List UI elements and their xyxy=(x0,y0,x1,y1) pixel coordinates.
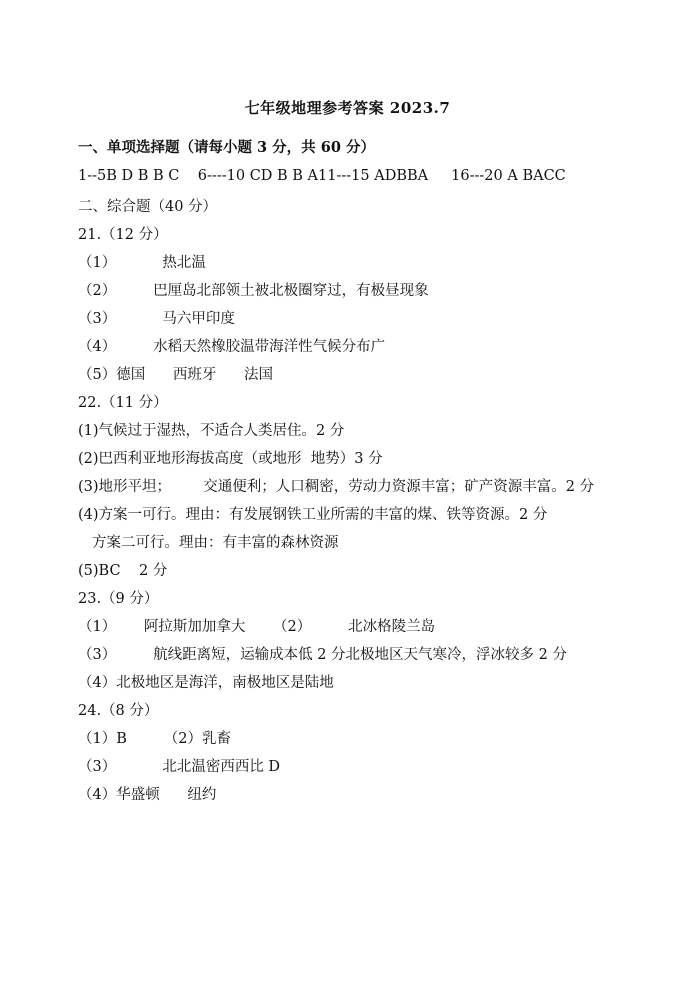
q23-answer-3: （3） 航线距离短，运输成本低 2 分北极地区天气寒冷，浮冰较多 2 分 xyxy=(78,647,567,663)
q21-answer-3: （3） 马六甲印度 xyxy=(78,311,235,327)
q21-answer-4: （4） 水稻天然橡胶温带海洋性气候分布广 xyxy=(78,339,386,355)
q22-answer-5: (5)BC 2 分 xyxy=(78,563,168,579)
q24-answer-4: （4）华盛顿 纽约 xyxy=(78,787,217,803)
q21-answer-5: （5）德国 西班牙 法国 xyxy=(78,367,274,383)
q22-answer-4: (4)方案一可行。理由：有发展钢铁工业所需的丰富的煤、铁等资源。2 分 xyxy=(78,507,548,523)
q24-answer-3: （3） 北北温密西西比 D xyxy=(78,759,281,775)
q22-answer-1: (1)气候过于湿热，不适合人类居住。2 分 xyxy=(78,423,345,439)
page-title: 七年级地理参考答案 2023.7 xyxy=(244,99,451,117)
section1-heading: 一、单项选择题（请每小题 3 分，共 60 分） xyxy=(78,139,375,156)
q24-header: 24.（8 分） xyxy=(78,703,159,719)
q22-answer-2: (2)巴西利亚地形海拔高度（或地形 地势）3 分 xyxy=(78,451,383,467)
section2-heading: 二、综合题（40 分） xyxy=(78,199,218,215)
q23-header: 23.（9 分） xyxy=(78,591,159,607)
q21-answer-1: （1） 热北温 xyxy=(78,255,206,271)
q24-answer-1: （1）B （2）乳畜 xyxy=(78,731,231,747)
q22-header: 22.（11 分） xyxy=(78,395,168,411)
section1-answers: 1--5B D B B C 6----10 CD B B A11---15 ADBBA 16---20 A BACC xyxy=(78,168,566,184)
q21-header: 21.（12 分） xyxy=(78,227,168,243)
q21-answer-2: （2） 巴厘岛北部领土被北极圈穿过，有极昼现象 xyxy=(78,283,429,299)
q23-answer-1: （1） 阿拉斯加加拿大 （2） 北冰格陵兰岛 xyxy=(78,619,436,635)
q22-answer-3: (3)地形平坦； 交通便利；人口稠密，劳动力资源丰富；矿产资源丰富。2 分 xyxy=(78,479,595,495)
q23-answer-4: （4）北极地区是海洋，南极地区是陆地 xyxy=(78,675,334,691)
q22-answer-4b: 方案二可行。理由：有丰富的森林资源 xyxy=(92,535,339,551)
